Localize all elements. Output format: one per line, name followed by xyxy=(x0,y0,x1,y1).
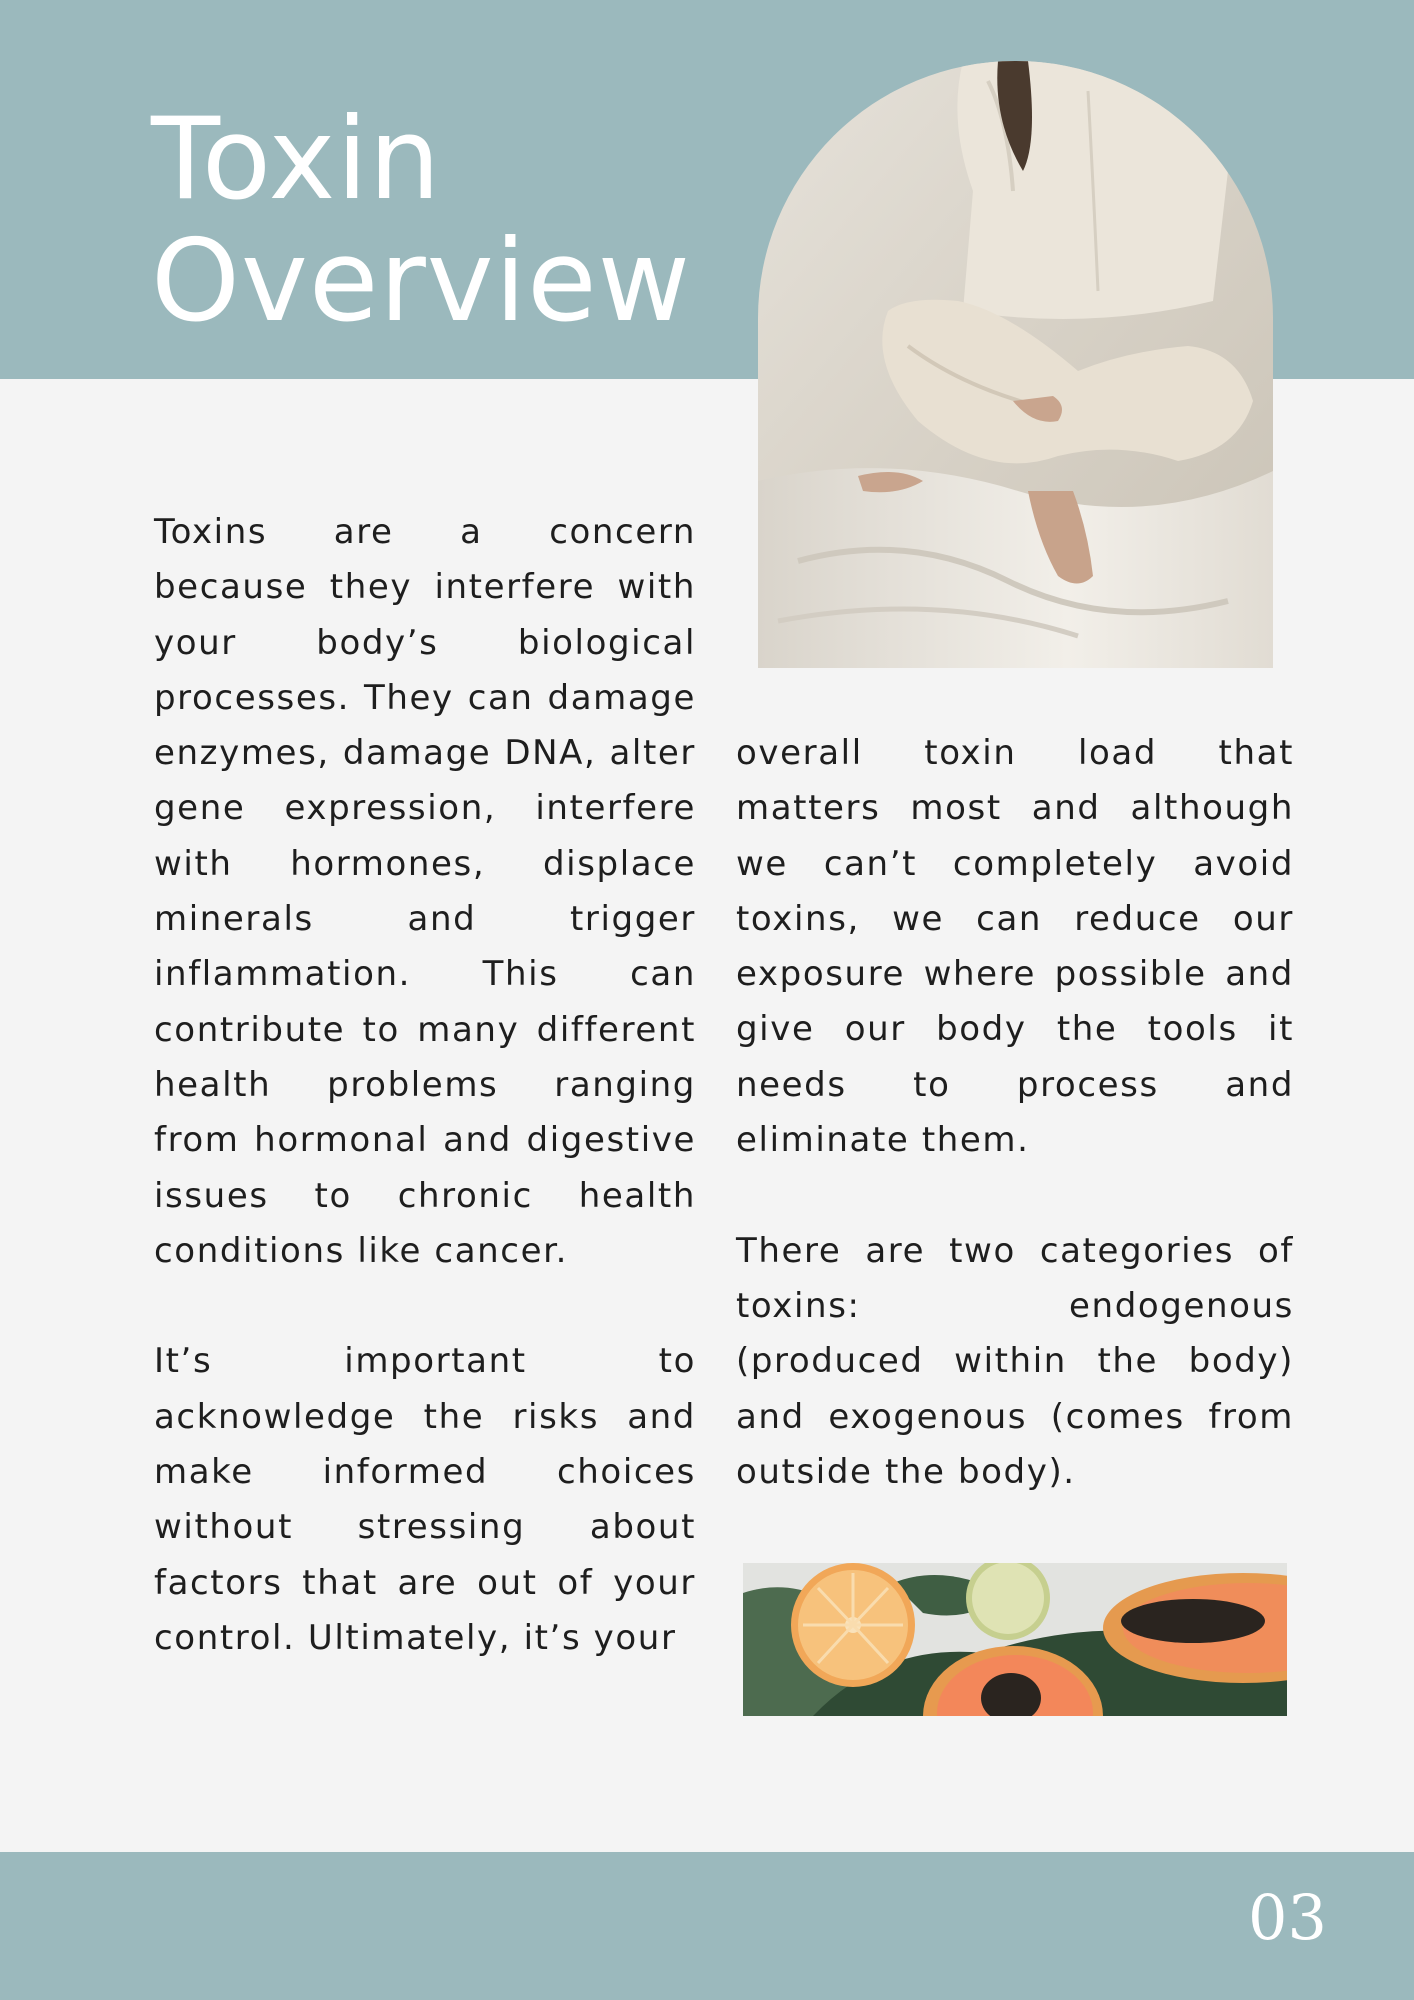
left-paragraph-1: Toxins are a concern because they interfere with your body’s biological processes. They can damage enzymes, damage DNA, alter gene expression, interfere with hormones, displace minerals and trigger inflammation. This can contribute to many different health problems ranging from hormonal and digestive issues to chronic health conditions like cancer. xyxy=(154,512,696,1271)
left-column xyxy=(154,505,696,1666)
title-line-2: Overview xyxy=(151,215,692,347)
page-number: 03 xyxy=(1248,1881,1327,1954)
left-paragraph-2: It’s important to acknowledge the risks and make informed choices without stressing about factors that are out of your control. Ultimately, it’s your xyxy=(154,1341,696,1658)
right-paragraph-1: overall toxin load that matters most and although we can’t completely avoid toxins, we can reduce our exposure where possible and give our body the tools it needs to process and eliminate them. xyxy=(736,733,1294,1161)
fruit-photo xyxy=(743,1563,1287,1716)
page-title xyxy=(151,93,692,347)
right-paragraph-2: There are two categories of toxins: endogenous (produced within the body) and exogenous (comes from outside the body). xyxy=(736,1230,1294,1492)
right-column xyxy=(736,726,1294,1500)
person-photo xyxy=(758,61,1273,668)
title-line-1: Toxin xyxy=(151,93,442,225)
footer-band xyxy=(0,1852,1414,2000)
